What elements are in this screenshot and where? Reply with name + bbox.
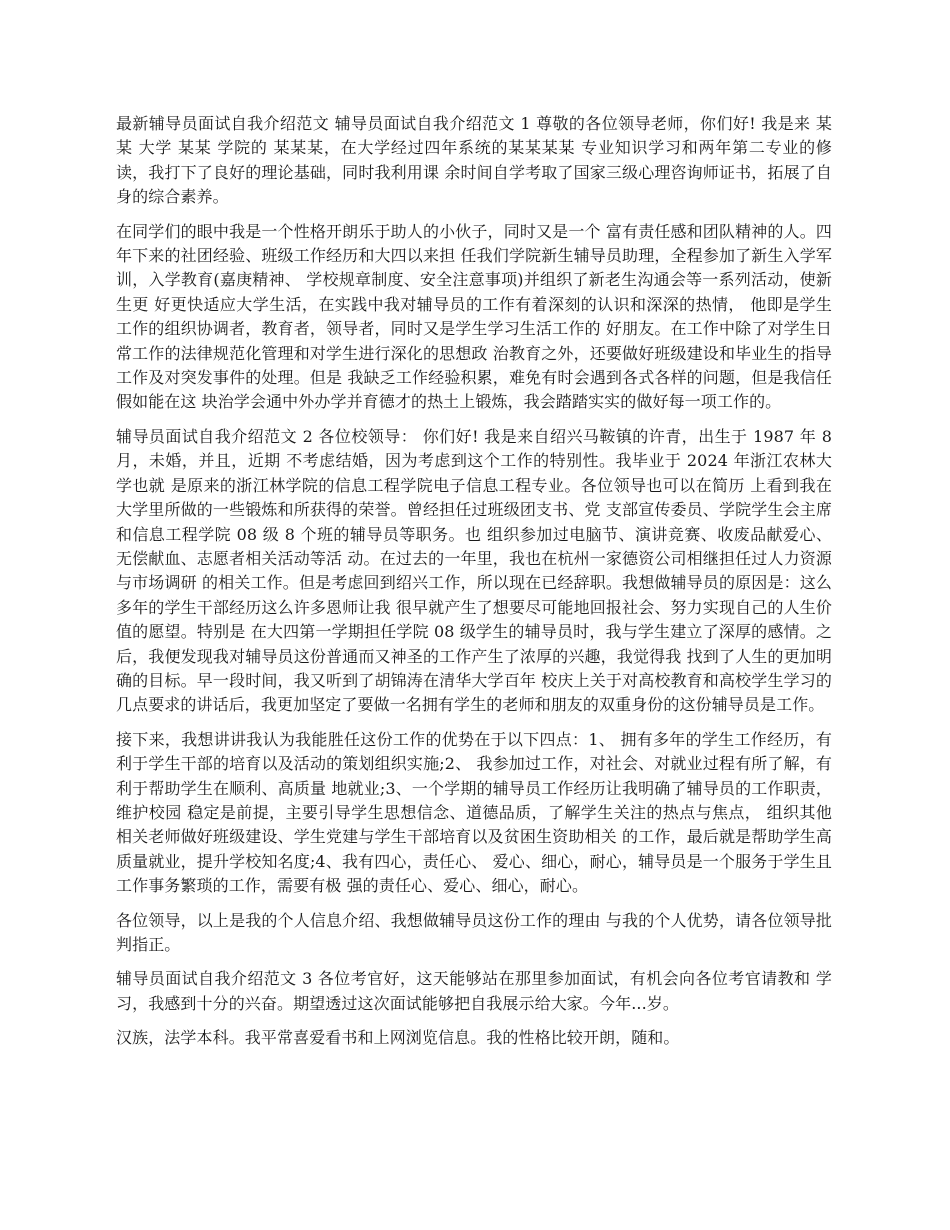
paragraph-strengths: 接下来，我想讲讲我认为我能胜任这份工作的优势在于以下四点：1、 拥有多年的学生工作经历，有利于学生干部的培育以及活动的策划组织实施;2、 我参加过工作，对社会、对就业过程有所了解，有利于帮助学生在顺利、高质量 地就业;3、一个学期的辅导员工作经历让我明确了辅导员的工作职责，维护校园 稳定是前提，主要引导学生思想信念、道德品质，了解学生关注的热点与焦点， 组织其他相关老师做好班级建设、学生党建与学生干部培育以及贫困生资助相关 的工作，最后就是帮助学生高质量就业，提升学校知名度;4、我有四心，责任心、 爱心、细心，耐心，辅导员是一个服务于学生且工作事务繁琐的工作，需要有极 强的责任心、爱心、细心，耐心。 (116, 729, 832, 896)
document-body (116, 112, 832, 1061)
paragraph-closing: 各位领导，以上是我的个人信息介绍、我想做辅导员这份工作的理由 与我的个人优势，请各位领导批判指正。 (116, 910, 832, 954)
paragraph-intro-1-continued: 在同学们的眼中我是一个性格开朗乐于助人的小伙子，同时又是一个 富有责任感和团队精神的人。四年下来的社团经验、班级工作经历和大四以来担 任我们学院新生辅导员助理，全程参加了新生入学军训，入学教育(嘉庚精神、 学校规章制度、安全注意事项)并组织了新老生沟通会等一系列活动，使新生更 好更快适应大学生活，在实践中我对辅导员的工作有着深刻的认识和深深的热情， 他即是学生工作的组织协调者，教育者，领导者，同时又是学生学习生活工作的 好朋友。在工作中除了对学生日常工作的法律规范化管理和对学生进行深化的思想政 治教育之外，还要做好班级建设和毕业生的指导工作及对突发事件的处理。但是 我缺乏工作经验积累，难免有时会遇到各式各样的问题，但是我信任假如能在这 块治学会通中外办学并育德才的热土上锻炼，我会踏踏实实的做好每一项工作的。 (116, 221, 832, 412)
paragraph-intro-3-continued: 汉族，法学本科。我平常喜爱看书和上网浏览信息。我的性格比较开朗，随和。 (116, 1028, 680, 1048)
paragraph-intro-3: 辅导员面试自我介绍范文 3 各位考官好，这天能够站在那里参加面试，有机会向各位考官请教和 学习，我感到十分的兴奋。期望透过这次面试能够把自我展示给大家。今年...岁。 (116, 969, 832, 1013)
paragraph-intro-2: 辅导员面试自我介绍范文 2 各位校领导： 你们好! 我是来自绍兴马鞍镇的许青，出生于 1987 年 8 月，未婚，并且，近期 不考虑结婚，因为考虑到这个工作的特别性。我毕业于 2024 年浙江农林大学也就 是原来的浙江林学院的信息工程学院电子信息工程专业。各位领导也可以在简历 上看到我在大学里所做的一些锻炼和所获得的荣誉。曾经担任过班级团支书、党 支部宣传委员、学院学生会主席和信息工程学院 08 级 8 个班的辅导员等职务。也 组织参加过电脑节、演讲竞赛、收废品献爱心、无偿献血、志愿者相关活动等活 动。在过去的一年里，我也在杭州一家德资公司相继担任过人力资源与市场调研 的相关工作。但是考虑回到绍兴工作，所以现在已经辞职。我想做辅导员的原因是：这么多年的学生干部经历这么许多恩师让我 很早就产生了想要尽可能地回报社会、努力实现自己的人生价值的愿望。特别是 在大四第一学期担任学院 08 级学生的辅导员时，我与学生建立了深厚的感情。之 后，我便发现我对辅导员这份普通而又神圣的工作产生了浓厚的兴趣，我觉得我 找到了人生的更加明确的目标。早一段时间，我又听到了胡锦涛在清华大学百年 校庆上关于对高校教育和高校学生学习的几点要求的讲话后，我更加坚定了要做一名拥有学生的老师和朋友的双重身份的这份辅导员是工作。 (116, 426, 832, 715)
paragraph-intro-1: 最新辅导员面试自我介绍范文 辅导员面试自我介绍范文 1 尊敬的各位领导老师，你们好! 我是来 某某 大学 某某 学院的 某某某，在大学经过四年系统的某某某某 专业知识学习和两年第二专业的修读，我打下了良好的理论基础，同时我利用课 余时间自学考取了国家三级心理咨询师证书，拓展了自身的综合素养。 (116, 114, 832, 207)
